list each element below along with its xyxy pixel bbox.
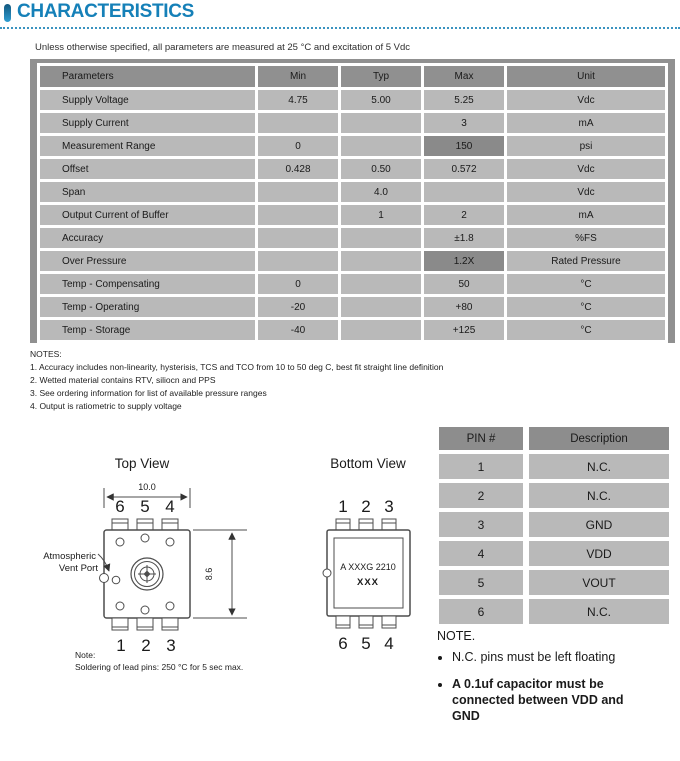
page-title: CHARACTERISTICS (17, 1, 195, 22)
table-row (40, 136, 665, 156)
max-cell: 5.25 (424, 90, 504, 110)
unit-cell: %FS (507, 228, 665, 248)
parameter-cell: Supply Voltage (40, 90, 255, 110)
top-view-title: Top View (114, 456, 170, 471)
min-cell: -20 (258, 297, 338, 317)
pin-number-label: 1 (116, 636, 126, 655)
device-marking-line2: XXX (356, 577, 380, 588)
pin-description-cell: N.C. (529, 454, 669, 479)
min-cell (258, 182, 338, 202)
pin-table-row (439, 483, 669, 508)
unit-cell: °C (507, 274, 665, 294)
bottom-view-title: Bottom View (330, 456, 406, 471)
characteristics-header-row (40, 66, 665, 87)
pin-description-cell: N.C. (529, 483, 669, 508)
pin-number-label: 6 (115, 497, 125, 516)
pin-note-bullet-bold: • A 0.1uf capacitor must be connected between VDD and GND (452, 676, 632, 724)
pin-table-row (439, 570, 669, 595)
pin-number-cell: 3 (439, 512, 523, 537)
pin-note-block (437, 629, 665, 724)
package-outline (327, 530, 410, 616)
column-header-parameters: Parameters (40, 66, 255, 87)
unit-cell: Vdc (507, 182, 665, 202)
max-cell: 50 (424, 274, 504, 294)
parameter-cell: Span (40, 182, 255, 202)
pin-table-row (439, 541, 669, 566)
section-marker-icon (4, 4, 11, 22)
max-cell: ±1.8 (424, 228, 504, 248)
min-cell (258, 228, 338, 248)
characteristics-table-body (40, 90, 665, 340)
unit-cell: °C (507, 320, 665, 340)
table-row (40, 274, 665, 294)
unit-cell: mA (507, 205, 665, 225)
characteristics-table (30, 59, 675, 343)
vent-port-hole (112, 576, 120, 584)
table-row (40, 297, 665, 317)
column-header-unit: Unit (507, 66, 665, 87)
top-lead-tabs (336, 519, 396, 530)
pin-number-label: 4 (165, 497, 175, 516)
unit-cell: mA (507, 113, 665, 133)
soldering-note-text: Soldering of lead pins: 250 °C for 5 sec max. (75, 662, 244, 672)
note-line: 1. Accuracy includes non-linearity, hysterisis, TCS and TCO from 10 to 50 deg C, best fit straight line definition (30, 362, 444, 372)
pin-number-cell: 5 (439, 570, 523, 595)
device-marking-line1: A XXXG 2210 (340, 562, 396, 572)
table-row (40, 90, 665, 110)
typ-cell (341, 297, 421, 317)
typ-cell: 5.00 (341, 90, 421, 110)
parameter-cell: Measurement Range (40, 136, 255, 156)
min-cell: 0.428 (258, 159, 338, 179)
max-cell: +125 (424, 320, 504, 340)
unit-cell: Vdc (507, 90, 665, 110)
typ-cell (341, 113, 421, 133)
column-header-min: Min (258, 66, 338, 87)
max-cell: 150 (424, 136, 504, 156)
column-header-pin-number: PIN # (439, 427, 523, 450)
pin-number-label: 2 (141, 636, 151, 655)
pin-number-cell: 4 (439, 541, 523, 566)
pin-note-title: NOTE. (437, 629, 476, 643)
min-cell: 0 (258, 274, 338, 294)
table-row (40, 320, 665, 340)
dotted-divider (0, 27, 680, 29)
column-header-max: Max (424, 66, 504, 87)
measurement-conditions-text: Unless otherwise specified, all parameters are measured at 25 °C and excitation of 5 Vdc (35, 42, 411, 53)
pin-table-body (439, 454, 669, 624)
top-lead-tabs (112, 519, 178, 530)
pin-note-bullet: • N.C. pins must be left floating (452, 650, 665, 665)
typ-cell (341, 228, 421, 248)
pin-table-row (439, 454, 669, 479)
pin-number-label: 6 (338, 634, 348, 653)
unit-cell: Rated Pressure (507, 251, 665, 271)
width-dimension-label: 10.0 (138, 482, 156, 492)
pin-number-label: 1 (338, 497, 348, 516)
min-cell: 4.75 (258, 90, 338, 110)
pin-number-cell: 1 (439, 454, 523, 479)
typ-cell (341, 320, 421, 340)
min-cell: 0 (258, 136, 338, 156)
min-cell: -40 (258, 320, 338, 340)
min-cell (258, 251, 338, 271)
bottom-lead-tabs (336, 616, 396, 628)
vent-port-notch (100, 574, 109, 583)
parameter-cell: Output Current of Buffer (40, 205, 255, 225)
unit-cell: °C (507, 297, 665, 317)
max-cell: 0.572 (424, 159, 504, 179)
max-cell: 2 (424, 205, 504, 225)
pin-number-label: 2 (361, 497, 371, 516)
table-row (40, 159, 665, 179)
pin-table-header-row (439, 427, 669, 450)
bottom-lead-tabs (112, 618, 178, 630)
pin-number-label: 3 (166, 636, 176, 655)
typ-cell: 0.50 (341, 159, 421, 179)
note-line: 4. Output is ratiometric to supply voltage (30, 401, 182, 411)
height-dimension-label: 8.6 (204, 567, 214, 581)
pin-description-cell: GND (529, 512, 669, 537)
max-cell: 3 (424, 113, 504, 133)
bottom-view-diagram (300, 450, 440, 665)
typ-cell: 1 (341, 205, 421, 225)
pin-table-row (439, 512, 669, 537)
typ-cell (341, 274, 421, 294)
max-cell (424, 182, 504, 202)
top-view-diagram (25, 450, 255, 682)
parameter-cell: Offset (40, 159, 255, 179)
typ-cell (341, 136, 421, 156)
parameter-cell: Accuracy (40, 228, 255, 248)
notes-title: NOTES: (30, 349, 62, 359)
parameter-cell: Temp - Compensating (40, 274, 255, 294)
table-row (40, 182, 665, 202)
pin-description-cell: VDD (529, 541, 669, 566)
pin-number-label: 4 (384, 634, 394, 653)
min-cell (258, 205, 338, 225)
soldering-note-title: Note: (75, 650, 96, 660)
column-header-description: Description (529, 427, 669, 450)
pin-number-label: 5 (140, 497, 150, 516)
typ-cell (341, 251, 421, 271)
max-cell: +80 (424, 297, 504, 317)
pin-number-cell: 6 (439, 599, 523, 624)
note-line: 3. See ordering information for list of available pressure ranges (30, 388, 267, 398)
orientation-notch (323, 569, 331, 577)
note-line: 2. Wetted material contains RTV, siliocn and PPS (30, 375, 216, 385)
pin-table-row (439, 599, 669, 624)
pin-number-cell: 2 (439, 483, 523, 508)
table-row (40, 228, 665, 248)
pin-description-table (433, 423, 675, 628)
typ-cell: 4.0 (341, 182, 421, 202)
pin-number-label: 5 (361, 634, 371, 653)
notes-block (30, 348, 443, 413)
column-header-typ: Typ (341, 66, 421, 87)
table-row (40, 251, 665, 271)
table-row (40, 113, 665, 133)
pin-description-cell: VOUT (529, 570, 669, 595)
parameter-cell: Temp - Storage (40, 320, 255, 340)
pin-description-cell: N.C. (529, 599, 669, 624)
parameter-cell: Supply Current (40, 113, 255, 133)
table-row (40, 205, 665, 225)
pin-number-label: 3 (384, 497, 394, 516)
min-cell (258, 113, 338, 133)
unit-cell: psi (507, 136, 665, 156)
vent-port-label: Vent Port (58, 563, 98, 574)
parameter-cell: Temp - Operating (40, 297, 255, 317)
vent-port-label: Atmospheric (43, 551, 96, 562)
parameter-cell: Over Pressure (40, 251, 255, 271)
unit-cell: Vdc (507, 159, 665, 179)
max-cell: 1.2X (424, 251, 504, 271)
